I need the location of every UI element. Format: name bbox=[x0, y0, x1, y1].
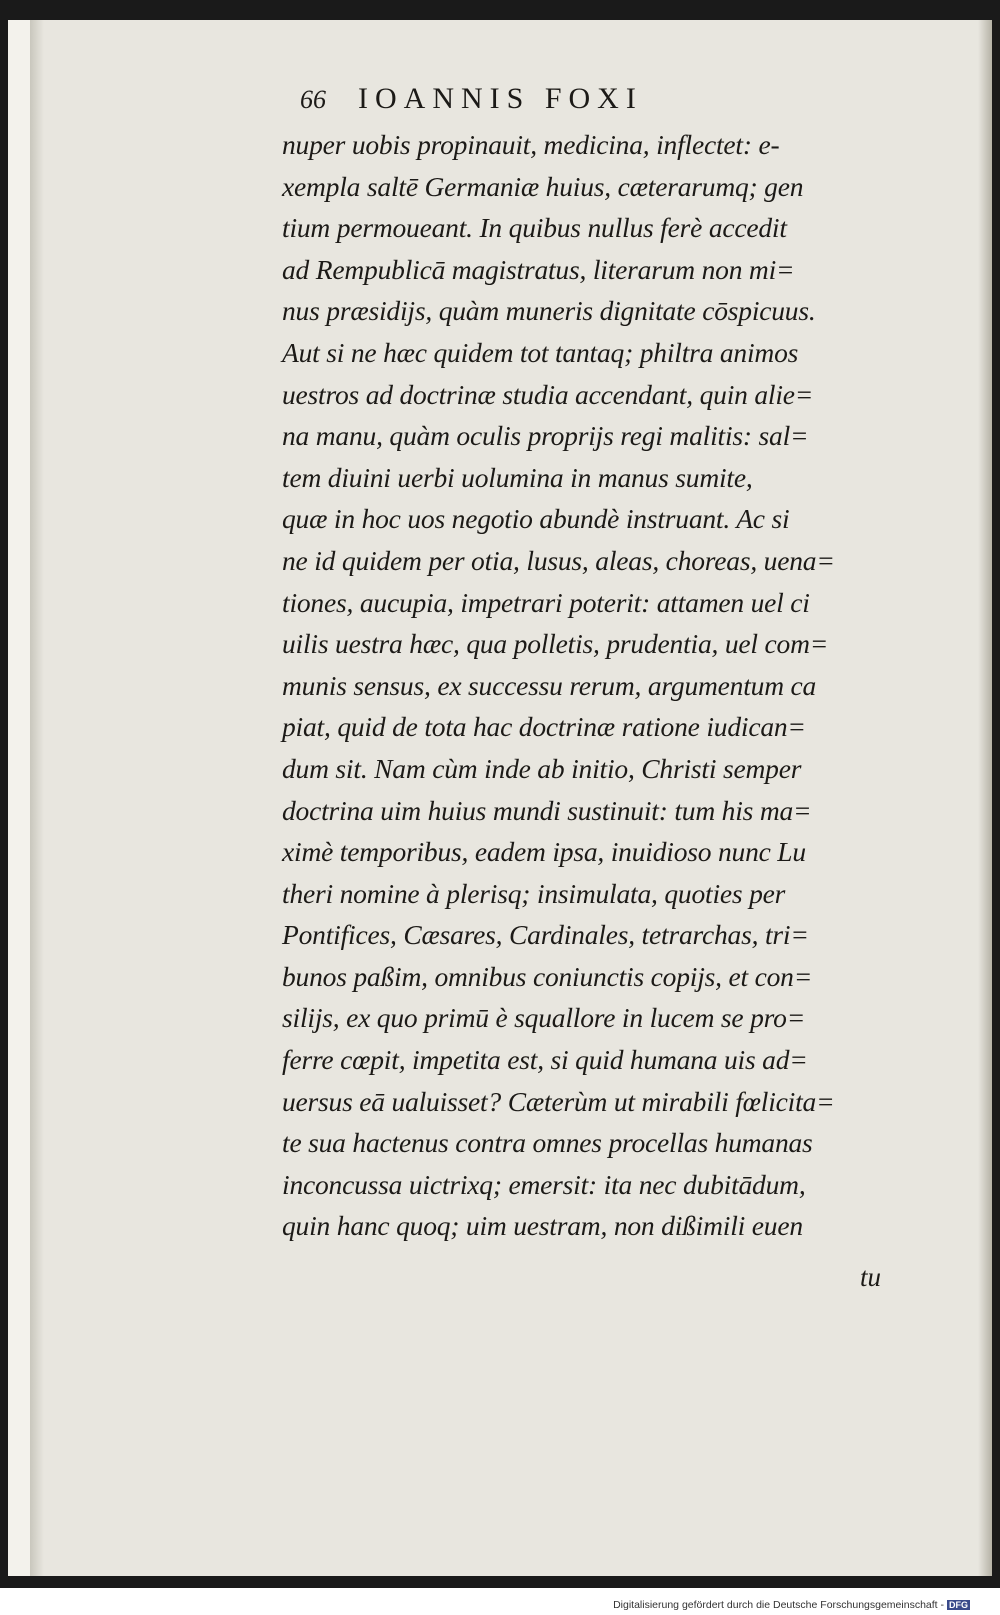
text-line: quæ in hoc uos negotio abundè instruant. Ac si bbox=[282, 503, 790, 535]
text-line: tem diuini uerbi uolumina in manus sumite, bbox=[282, 461, 753, 493]
text-line: uersus eā ualuisset? Cæterùm ut mirabili fœlicita= bbox=[282, 1085, 835, 1117]
text-line: Aut si ne hæc quidem tot tantaq; philtra animos bbox=[282, 336, 799, 368]
text-line: silijs, ex quo primū è squallore in lucem se pro= bbox=[282, 1002, 806, 1034]
text-line: theri nomine à plerisq; insimulata, quoties per bbox=[282, 877, 786, 909]
text-line: tiones, aucupia, impetrari poterit: attamen uel ci bbox=[282, 586, 810, 618]
text-line: ad Rempublicā magistratus, literarum non mi= bbox=[282, 253, 795, 285]
catchword: tu bbox=[860, 1262, 882, 1292]
text-line: ne id quidem per otia, lusus, aleas, choreas, uena= bbox=[282, 544, 835, 576]
text-line: nuper uobis propinauit, medicina, inflectet: e- bbox=[282, 129, 780, 160]
text-line: uilis uestra hæc, qua polletis, prudentia, uel com= bbox=[282, 628, 829, 660]
text-line: ximè temporibus, eadem ipsa, inuidioso nunc Lu bbox=[282, 836, 806, 868]
text-line: ferre cœpit, impetita est, si quid humana uis ad= bbox=[282, 1044, 808, 1076]
body-text bbox=[282, 124, 912, 1247]
text-line: piat, quid de tota hac doctrinæ ratione iudican= bbox=[282, 711, 806, 743]
page-gutter-shadow bbox=[30, 20, 44, 1576]
digitization-credit bbox=[613, 1599, 970, 1611]
page-edge-shadow bbox=[978, 20, 992, 1576]
text-line: bunos paßim, omnibus coniunctis copijs, et con= bbox=[282, 960, 813, 992]
credit-text: Digitalisierung gefördert durch die Deutsche Forschungsgemeinschaft - bbox=[613, 1599, 944, 1611]
text-line: te sua hactenus contra omnes procellas humanas bbox=[282, 1127, 813, 1159]
text-line: quin hanc quoq; uim uestram, non dißimili euen bbox=[282, 1210, 803, 1242]
text-line: dum sit. Nam cùm inde ab initio, Christi semper bbox=[282, 752, 802, 784]
text-line: doctrina uim huius mundi sustinuit: tum his ma= bbox=[282, 794, 812, 826]
page-number: 66 bbox=[300, 85, 326, 114]
text-line: xempla saltē Germaniæ huius, cæterarumq; gen bbox=[282, 170, 804, 202]
text-line: na manu, quàm oculis proprijs regi malitis: sal= bbox=[282, 420, 809, 452]
running-title: IOANNIS FOXI bbox=[358, 82, 643, 115]
text-line: inconcussa uictrixq; emersit: ita nec dubitādum, bbox=[282, 1168, 806, 1200]
text-line: Pontifices, Cæsares, Cardinales, tetrarchas, tri= bbox=[282, 919, 809, 951]
text-line: nus præsidijs, quàm muneris dignitate cōspicuus. bbox=[282, 295, 816, 327]
text-line: uestros ad doctrinæ studia accendant, quin alie= bbox=[282, 378, 814, 410]
dfg-logo: DFG bbox=[949, 1600, 968, 1611]
running-head bbox=[300, 82, 820, 116]
text-line: tium permoueant. In quibus nullus ferè accedit bbox=[282, 212, 787, 244]
text-line: munis sensus, ex successu rerum, argumentum ca bbox=[282, 669, 817, 701]
